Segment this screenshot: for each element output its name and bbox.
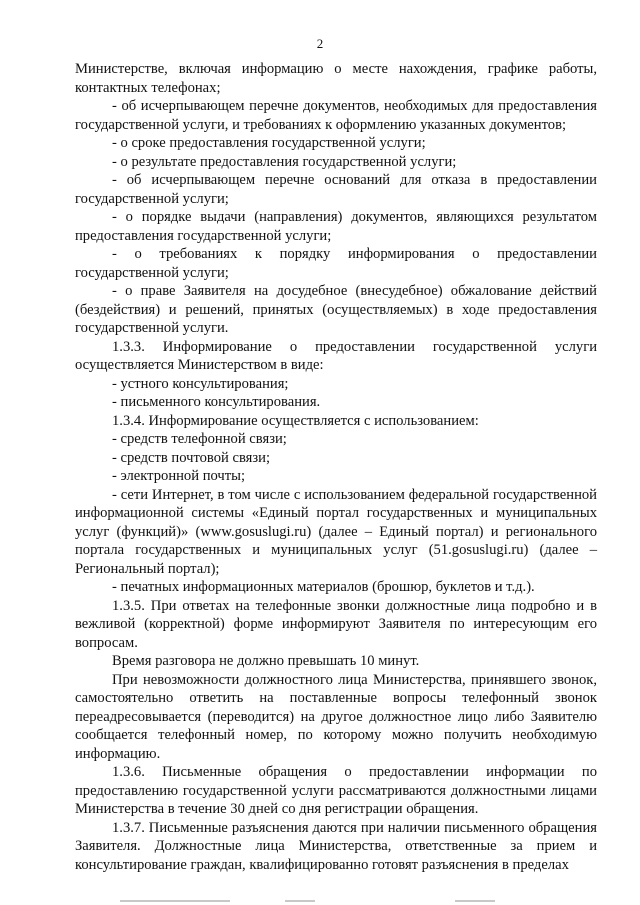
- list-item-refusal-grounds: - об исчерпывающем перечне оснований для отказа в предоставлении государственной услуги;: [75, 172, 597, 207]
- paragraph-call-redirect: При невозможности должностного лица Министерства, принявшего звонок, самостоятельно ответить на поставленные вопросы телефонный звонок переадресовывается (переводится) на другое должностное лицо либо Заявителю сообщается телефонный номер, по которому можно получить необходимую информацию.: [75, 671, 597, 762]
- list-item-result: - о результате предоставления государственной услуги;: [112, 153, 457, 170]
- list-item-telephone: - средств телефонной связи;: [112, 431, 287, 447]
- clause-1-3-6: 1.3.6. Письменные обращения о предоставлении информации по предоставлению государственной услуги рассматриваются должностными лицами Министерства в течение 30 дней со дня регистрации обращения.: [75, 764, 597, 817]
- list-item-term: - о сроке предоставления государственной услуги;: [112, 135, 426, 151]
- clause-1-3-3: 1.3.3. Информирование о предоставлении государственной услуги осуществляется Министерством в виде:: [75, 338, 597, 373]
- list-item-internet: - сети Интернет, в том числе с использованием федеральной государственной информационной системы «Единый портал государственных и муниципальных услуг (функций)» (www.gosuslugi.ru) (далее – Единый портал) и регионального портала государственных и муниципальных услуг (51.gosuslugi.ru) (далее – Региональный портал);: [75, 486, 597, 577]
- scan-edge-artifact: [0, 897, 640, 905]
- clause-1-3-5: 1.3.5. При ответах на телефонные звонки должностные лица подробно и в вежливой (корректной) форме информируют Заявителя по интересующим его вопросам.: [75, 597, 597, 651]
- list-item-issuance-order: - о порядке выдачи (направления) документов, являющихся результатом предоставления государственной услуги;: [75, 209, 597, 244]
- list-item-written-consulting: - письменного консультирования.: [112, 394, 321, 410]
- clause-1-3-7: 1.3.7. Письменные разъяснения даются при наличии письменного обращения Заявителя. Должностные лица Министерства, ответственные за прием и консультирование граждан, квалифицированно готовят разъяснения в пределах: [75, 819, 597, 873]
- document-body: [75, 60, 597, 874]
- paragraph-ministry-info: Министерстве, включая информацию о месте нахождения, графике работы, контактных телефонах;: [75, 61, 597, 96]
- list-item-postal: - средств почтовой связи;: [112, 449, 271, 466]
- list-item-documents: - об исчерпывающем перечне документов, необходимых для предоставления государственной услуги, и требованиях к оформлению указанных документов;: [75, 98, 597, 133]
- clause-1-3-4: 1.3.4. Информирование осуществляется с использованием:: [112, 412, 479, 429]
- list-item-appeal-right: - о праве Заявителя на досудебное (внесудебное) обжалование действий (бездействия) и решений, принятых (осуществляемых) в ходе предоставления государственной услуги.: [75, 283, 597, 336]
- page-number: 2: [316, 36, 324, 51]
- paragraph-call-duration: Время разговора не должно превышать 10 минут.: [112, 653, 420, 669]
- list-item-oral-consulting: - устного консультирования;: [112, 375, 289, 392]
- list-item-informing-requirements: - о требованиях к порядку информирования о предоставлении государственной услуги;: [75, 246, 597, 281]
- list-item-printed-materials: - печатных информационных материалов (брошюр, буклетов и т.д.).: [112, 579, 535, 595]
- list-item-email: - электронной почты;: [112, 468, 245, 484]
